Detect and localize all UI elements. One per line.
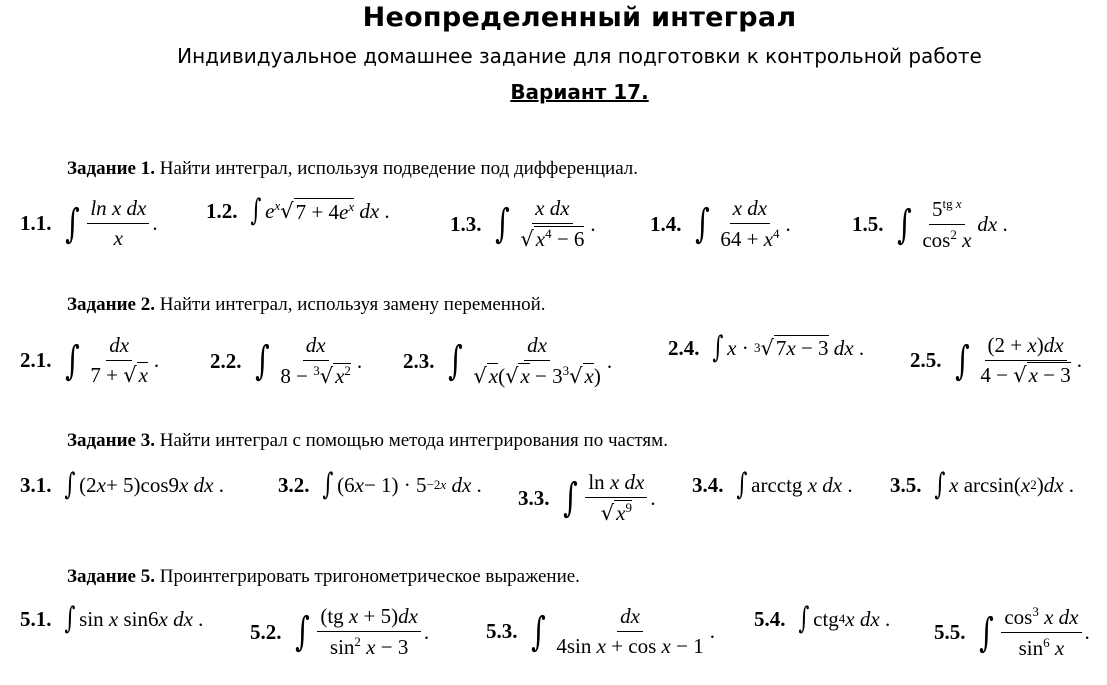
formula-1-4: 1.4. ∫ $\frac{\text{x dx}}{64 + x^4}$ . [650, 196, 791, 251]
task-label: Задание 3. [67, 430, 155, 451]
task-text: Найти интеграл с помощью метода интегрирования по частям. [154, 430, 668, 451]
formula-5-2: 5.2. ∫ $\frac{\text{(tg x + 5)dx}}{\sin^2 x - 3}$ . [250, 604, 430, 659]
integral-sign: ∫ [954, 337, 970, 384]
variant-label: Вариант 17. [510, 80, 649, 104]
integral-sign: ∫ [978, 609, 994, 656]
item-number: 1.5. [852, 212, 884, 236]
integral-sign: ∫ [64, 200, 80, 247]
integral-sign: ∫ [896, 201, 912, 248]
task-1-heading [67, 158, 638, 180]
item-number: 1.4. [650, 211, 682, 236]
formula-1-5: 1.5. ∫ $\frac{5^{tg x}}{\cos^2 x}$ dx . [852, 196, 1008, 252]
formula-1-2: 1.2. ∫ $e^x$ √ $7 + 4e^x$ dx . [206, 193, 390, 228]
item-number: 3.3. [518, 485, 550, 510]
item-number: 5.4. [754, 606, 786, 631]
formula-1-3: 1.3. ∫ $\frac{\text{x dx}}{√x^4 - 6}$ . [450, 196, 596, 251]
item-number: 2.4. [668, 335, 700, 360]
task-2-heading [67, 294, 546, 316]
formula-3-2: 3.2. ∫ (6 x − 1) · 5 −2x dx . [278, 467, 482, 502]
formula-1-1: 1.1. ∫ $\frac{\text{ln x dx}}{x}$ . [20, 196, 158, 250]
item-number: 3.5. [890, 472, 922, 497]
integral-sign: ∫ [63, 601, 75, 636]
item-number: 1.1. [20, 211, 52, 235]
page-title: Неопределенный интеграл [362, 2, 797, 33]
item-number: 3.2. [278, 472, 310, 497]
item-number: 2.1. [20, 348, 52, 372]
formula-5-1: 5.1. ∫ sin x sin6 x dx . [20, 601, 204, 636]
item-number: 5.5. [934, 620, 966, 644]
task-text: Найти интеграл, используя подведение под дифференциал. [154, 158, 639, 179]
task-5-heading [67, 566, 580, 588]
task-label: Задание 2. [67, 294, 155, 315]
integral-sign: ∫ [933, 467, 945, 502]
formula-2-2: 2.2. ∫ $\frac{dx}{8 - ^3√x^2}$ . [210, 333, 363, 388]
integral-sign: ∫ [562, 475, 578, 521]
page-subtitle: Индивидуальное домашнее задание для подготовки к контрольной работе [177, 44, 982, 68]
formula-2-3: 2.3. ∫ $\frac{dx}{√x(√x - 3^3√x)}$ . [403, 333, 613, 388]
integral-sign: ∫ [735, 467, 747, 502]
formula-2-1: 2.1. ∫ $\frac{dx}{7 + √x}$ . [20, 333, 160, 387]
integral-sign: ∫ [63, 467, 75, 502]
integral-sign: ∫ [321, 467, 333, 502]
integral-sign: ∫ [64, 337, 80, 384]
formula-2-4: 2.4. ∫ x · 3 √ 7x − 3 dx . [668, 330, 865, 365]
integral-sign: ∫ [294, 609, 310, 655]
task-text: Проинтегрировать тригонометрическое выражение. [154, 566, 580, 587]
formula-3-4: 3.4. ∫ arcctg x dx . [692, 467, 853, 502]
item-number: 2.3. [403, 348, 435, 373]
item-number: 5.3. [486, 619, 518, 643]
integral-sign: ∫ [249, 193, 261, 228]
task-label: Задание 1. [67, 158, 155, 179]
integral-sign: ∫ [494, 201, 510, 247]
integral-sign: ∫ [530, 608, 546, 655]
integral-sign: ∫ [711, 330, 723, 365]
formula-5-5: 5.5. ∫ $\frac{\cos^3 x dx}{\sin^6 x}$ . [934, 604, 1090, 660]
formula-3-3: 3.3. ∫ $\frac{\text{ln x dx}}{√x^9}$ . [518, 470, 656, 525]
task-3-heading [67, 430, 668, 452]
task-text: Найти интеграл, используя замену переменной. [154, 294, 546, 315]
integral-sign: ∫ [694, 201, 710, 247]
item-number: 1.3. [450, 211, 482, 236]
item-number: 3.4. [692, 472, 724, 497]
item-number: 1.2. [206, 198, 238, 223]
item-number: 2.2. [210, 348, 242, 373]
formula-3-1: 3.1. ∫ (2 x + 5)cos9 x dx . [20, 467, 224, 502]
item-number: 3.1. [20, 472, 52, 497]
formula-5-4: 5.4. ∫ ctg 4 x dx . [754, 601, 891, 636]
formula-3-5: 3.5. ∫ x arcsin( x 2 ) dx . [890, 467, 1075, 502]
task-label: Задание 5. [67, 566, 155, 587]
formula-5-3: 5.3. ∫ $\frac{dx}{\text{4sin x + cos x − 1}}$ . [486, 604, 715, 658]
formula-2-5: 2.5. ∫ $\frac{(2 + x)dx}{4 - √x - 3}$ . [910, 333, 1082, 387]
item-number: 5.1. [20, 606, 52, 631]
item-number: 2.5. [910, 348, 942, 372]
item-number: 5.2. [250, 619, 282, 644]
integral-sign: ∫ [254, 338, 270, 384]
integral-sign: ∫ [447, 338, 463, 384]
integral-sign: ∫ [797, 601, 809, 636]
